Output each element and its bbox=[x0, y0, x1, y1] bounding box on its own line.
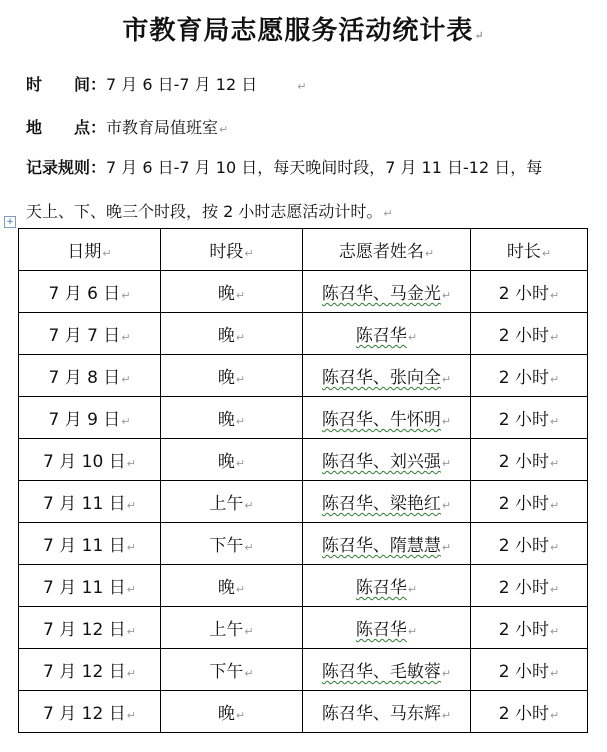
document-title: 市教育局志愿服务活动统计表↵ bbox=[122, 16, 485, 46]
cell-volunteer: 陈召华、隋慧慧↵ bbox=[303, 523, 471, 565]
cell-period: 上午↵ bbox=[161, 481, 303, 523]
table-row bbox=[19, 691, 588, 733]
cell-volunteer: 陈召华、马东辉↵ bbox=[303, 691, 471, 733]
time-value: 7 月 6 日-7 月 12 日 bbox=[106, 75, 258, 94]
table-row bbox=[19, 313, 588, 355]
table-row bbox=[19, 607, 588, 649]
rule-value-2: 天上、下、晚三个时段，按 2 小时志愿活动计时。 bbox=[26, 202, 383, 221]
cell-duration: 2 小时↵ bbox=[471, 439, 588, 481]
cell-duration: 2 小时↵ bbox=[471, 607, 588, 649]
cell-date: 7 月 12 日↵ bbox=[19, 607, 161, 649]
cell-date: 7 月 11 日↵ bbox=[19, 565, 161, 607]
cell-period: 上午↵ bbox=[161, 607, 303, 649]
cell-duration: 2 小时↵ bbox=[471, 691, 588, 733]
table-row bbox=[19, 481, 588, 523]
cell-date: 7 月 12 日↵ bbox=[19, 649, 161, 691]
cell-date: 7 月 11 日↵ bbox=[19, 523, 161, 565]
table-row bbox=[19, 271, 588, 313]
paragraph-mark-icon: ↵ bbox=[219, 123, 229, 136]
header-duration: 时长↵ bbox=[471, 229, 588, 271]
cell-duration: 2 小时↵ bbox=[471, 271, 588, 313]
rule-value-1: 7 月 6 日-7 月 10 日，每天晚间时段，7 月 11 日-12 日，每 bbox=[106, 158, 543, 177]
cell-period: 晚↵ bbox=[161, 439, 303, 481]
cell-period: 晚↵ bbox=[161, 355, 303, 397]
cell-date: 7 月 11 日↵ bbox=[19, 481, 161, 523]
cell-date: 7 月 6 日↵ bbox=[19, 271, 161, 313]
cell-volunteer: 陈召华、梁艳红↵ bbox=[303, 481, 471, 523]
cell-duration: 2 小时↵ bbox=[471, 565, 588, 607]
place-value: 市教育局值班室 bbox=[106, 118, 219, 137]
cell-date: 7 月 12 日↵ bbox=[19, 691, 161, 733]
cell-period: 晚↵ bbox=[161, 271, 303, 313]
cell-volunteer: 陈召华、马金光↵ bbox=[303, 271, 471, 313]
cell-volunteer: 陈召华↵ bbox=[303, 313, 471, 355]
cell-volunteer: 陈召华、张向全↵ bbox=[303, 355, 471, 397]
paragraph-mark-icon: ↵ bbox=[383, 207, 393, 220]
cell-period: 晚↵ bbox=[161, 565, 303, 607]
rule-line-1 bbox=[26, 155, 542, 178]
table-row bbox=[19, 523, 588, 565]
cell-volunteer: 陈召华↵ bbox=[303, 565, 471, 607]
cell-duration: 2 小时↵ bbox=[471, 397, 588, 439]
table-row bbox=[19, 355, 588, 397]
rule-label: 记录规则： bbox=[26, 158, 107, 177]
cell-duration: 2 小时↵ bbox=[471, 649, 588, 691]
cell-period: 晚↵ bbox=[161, 397, 303, 439]
cell-duration: 2 小时↵ bbox=[471, 523, 588, 565]
cell-volunteer: 陈召华、毛敏蓉↵ bbox=[303, 649, 471, 691]
cell-period: 下午↵ bbox=[161, 523, 303, 565]
cell-volunteer: 陈召华、刘兴强↵ bbox=[303, 439, 471, 481]
cell-period: 下午↵ bbox=[161, 649, 303, 691]
table-header-row bbox=[19, 229, 588, 271]
table-row bbox=[19, 439, 588, 481]
table-row bbox=[19, 397, 588, 439]
paragraph-mark-icon: ↵ bbox=[474, 29, 485, 42]
volunteer-table bbox=[18, 228, 588, 733]
table-move-handle-icon[interactable]: + bbox=[4, 216, 16, 228]
cell-date: 7 月 9 日↵ bbox=[19, 397, 161, 439]
header-volunteer: 志愿者姓名↵ bbox=[303, 229, 471, 271]
cell-date: 7 月 8 日↵ bbox=[19, 355, 161, 397]
place-line bbox=[26, 115, 228, 138]
header-period: 时段↵ bbox=[161, 229, 303, 271]
time-label: 时 间： bbox=[26, 75, 107, 94]
rule-line-2 bbox=[26, 199, 393, 222]
cell-duration: 2 小时↵ bbox=[471, 313, 588, 355]
header-date: 日期↵ bbox=[19, 229, 161, 271]
time-line bbox=[26, 72, 306, 95]
cell-duration: 2 小时↵ bbox=[471, 355, 588, 397]
cell-volunteer: 陈召华、牛怀明↵ bbox=[303, 397, 471, 439]
cell-date: 7 月 7 日↵ bbox=[19, 313, 161, 355]
cell-period: 晚↵ bbox=[161, 313, 303, 355]
cell-duration: 2 小时↵ bbox=[471, 481, 588, 523]
cell-volunteer: 陈召华↵ bbox=[303, 607, 471, 649]
table-row bbox=[19, 649, 588, 691]
cell-date: 7 月 10 日↵ bbox=[19, 439, 161, 481]
paragraph-mark-icon: ↵ bbox=[297, 80, 307, 93]
place-label: 地 点： bbox=[26, 118, 107, 137]
table-row bbox=[19, 565, 588, 607]
cell-period: 晚↵ bbox=[161, 691, 303, 733]
